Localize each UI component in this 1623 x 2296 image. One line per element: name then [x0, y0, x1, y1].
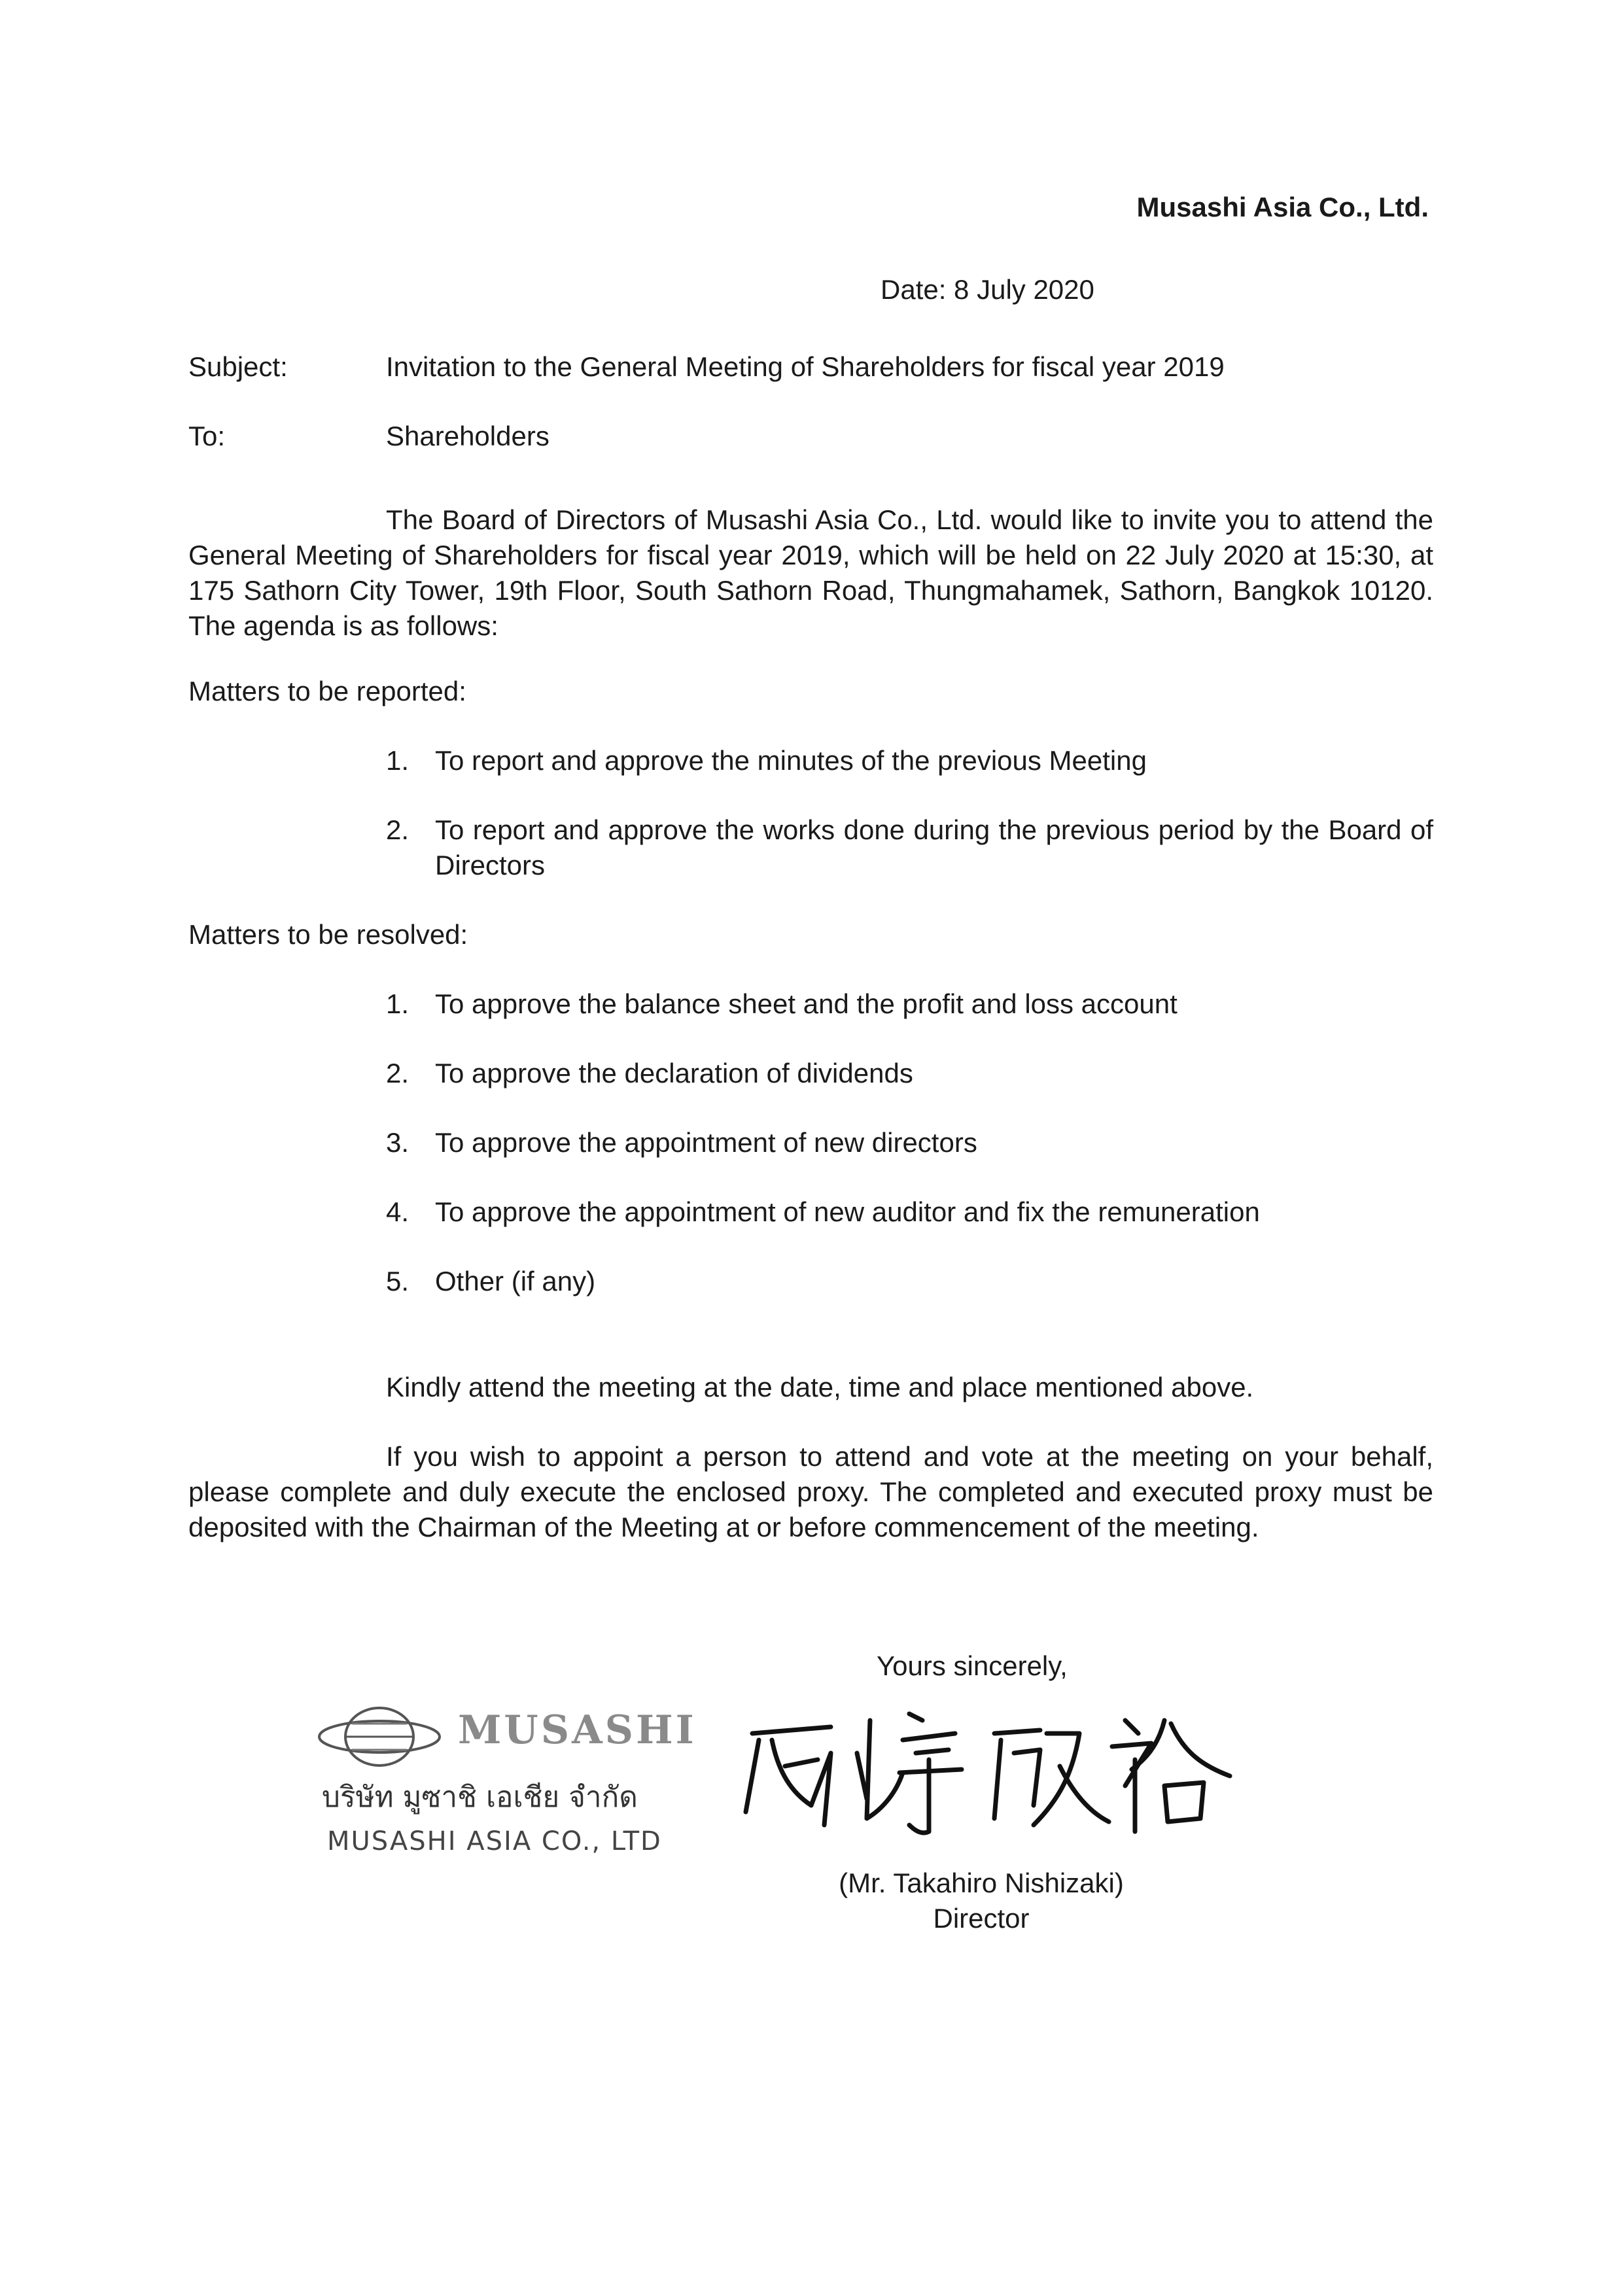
to-value: Shareholders [386, 421, 550, 451]
resolved-item [386, 1194, 1433, 1230]
resolved-item-number: 1. [386, 988, 410, 1019]
intro-paragraph: The Board of Directors of Musashi Asia Co., Ltd. would like to invite you to attend the General Meeting of Shareholders for fiscal year 2019, which will be held on 22 July 2020 at 15:30, at 175 Sathorn City Tower, 19th Floor, South Sathorn Road, Thungmahamek, Sathorn, Bangkok 10120. The agenda is as follows: [188, 504, 1433, 641]
handwritten-signature [733, 1694, 1243, 1851]
attend-paragraph: Kindly attend the meeting at the date, time and place mentioned above. [386, 1372, 1254, 1402]
letter-date: Date: 8 July 2020 [881, 274, 1094, 305]
proxy-paragraph: If you wish to appoint a person to attend and vote at the meeting on your behalf, please complete and duly execute the enclosed proxy. The completed and executed proxy must be deposited with the Chairman of the Meeting at or before commencement of the meeting. [188, 1441, 1433, 1542]
resolved-item-text: To approve the appointment of new directors [435, 1127, 977, 1158]
resolved-item [386, 1264, 1433, 1299]
resolved-item-number: 2. [386, 1058, 410, 1088]
reported-item [386, 743, 1433, 778]
signer-name: (Mr. Takahiro Nishizaki) [839, 1868, 1124, 1898]
resolved-item-text: To approve the balance sheet and the profit and loss account [435, 988, 1178, 1019]
reported-heading: Matters to be reported: [188, 676, 466, 706]
resolved-heading: Matters to be resolved: [188, 919, 468, 950]
resolved-item-number: 4. [386, 1196, 410, 1227]
signer-title: Director [933, 1903, 1030, 1934]
resolved-item [386, 1056, 1433, 1091]
reported-item-text: To report and approve the works done during the previous period by the Board of Directors [435, 814, 1433, 880]
stamp-brand: MUSASHI [458, 1707, 697, 1753]
resolved-item [386, 1125, 1433, 1160]
company-name: Musashi Asia Co., Ltd. [1136, 192, 1429, 222]
reported-item-number: 1. [386, 745, 410, 776]
resolved-item-text: To approve the declaration of dividends [435, 1058, 913, 1088]
resolved-item-number: 5. [386, 1266, 410, 1296]
stamp-english-name: MUSASHI ASIA CO., LTD [327, 1826, 662, 1856]
resolved-item-number: 3. [386, 1127, 410, 1158]
resolved-item-text: Other (if any) [435, 1266, 596, 1296]
reported-item-text: To report and approve the minutes of the previous Meeting [435, 745, 1147, 776]
to-label: To: [188, 421, 226, 451]
resolved-item [386, 986, 1433, 1022]
subject-value: Invitation to the General Meeting of Shareholders for fiscal year 2019 [386, 351, 1225, 382]
reported-item-number: 2. [386, 814, 410, 845]
company-stamp [307, 1701, 713, 1877]
resolved-item-text: To approve the appointment of new auditor and fix the remuneration [435, 1196, 1260, 1227]
salutation: Yours sincerely, [877, 1650, 1068, 1681]
globe-logo-icon [314, 1701, 451, 1773]
reported-item [386, 812, 1433, 883]
stamp-thai-name: บริษัท มูซาชิ เอเชีย จำกัด [322, 1781, 638, 1814]
subject-label: Subject: [188, 351, 288, 382]
